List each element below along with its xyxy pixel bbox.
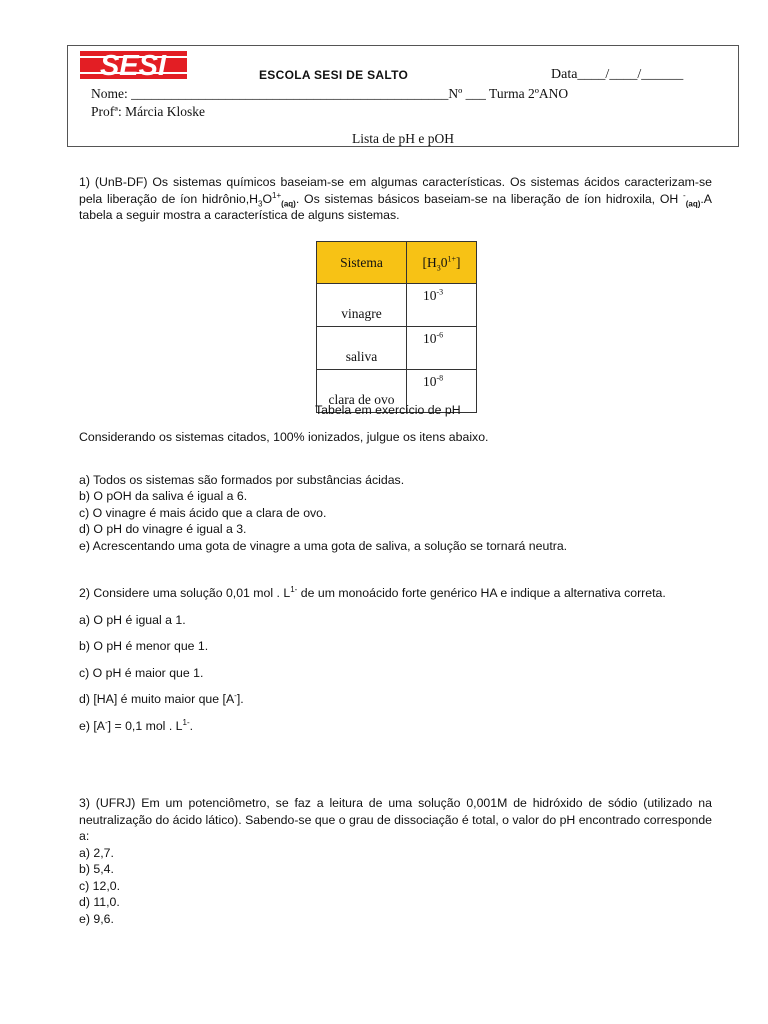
- list-item: a) Todos os sistemas são formados por substâncias ácidas.: [79, 472, 405, 487]
- list-item: c) O vinagre é mais ácido que a clara de ovo.: [79, 505, 327, 520]
- table-row: vinagre $10^{-3}$: [317, 284, 477, 327]
- logo-text: SESI: [99, 51, 167, 79]
- table-row: clara de ovo $10^{-8}$: [317, 370, 477, 413]
- question-3-intro: 3) (UFRJ) Em um potenciômetro, se faz a leitura de uma solução 0,001M de hidróxido de sódio (utilizado na neutralização do ácido lático). Sabendo-se que o grau de dissociação é total, o valor do pH encontrado corresponde a:: [79, 796, 713, 843]
- list-item: b) O pOH da saliva é igual a 6.: [79, 489, 248, 503]
- list-item: d) 11,0.: [79, 895, 120, 909]
- page-title: Lista de pH e pOH: [352, 131, 454, 146]
- sesi-logo: [80, 51, 187, 79]
- table-caption: Tabela em exercício de pH: [315, 403, 461, 417]
- col-sistema: Sistema: [317, 242, 407, 284]
- list-item: e) Acrescentando uma gota de vinagre a uma gota de saliva, a solução se tornará neutra.: [79, 538, 568, 553]
- header-box: [67, 45, 739, 147]
- list-item: e) [A-] = 0,1 mol . $L^{1-}$.: [79, 717, 194, 733]
- name-row: Nome: _______________________________________________Nº ___ Turma 2ºANO: [91, 86, 569, 101]
- question-1-intro: 1) (UnB-DF) Os sistemas químicos baseiam-se em algumas características. Os sistemas ácidos caracterizam-se pela liberação de íon $hidrônio,H_3O^{1+}_{(aq)}$. Os sistemas básicos baseiam-se na liberação de íon hidroxila, OH -$_{(aq)}$.A tabela a seguir mostra a característica de alguns sistemas.: [79, 175, 713, 222]
- table-row: saliva $10^{-6}$: [317, 327, 477, 370]
- question-3: [79, 795, 712, 927]
- list-item: e) 9,6.: [79, 911, 114, 926]
- list-item: b) O pH é menor que 1.: [79, 639, 209, 653]
- question-2: 2) Considere uma solução 0,01 mol . $L^{1-}$ de um monoácido forte genérico HA e indique a alternativa correta. a) O pH é igual a 1. b) O pH é menor que 1. c) O pH é maior que 1. d) [HA] é muito maior que [A-]. e) [A-] = 0,1 mol . $L^{1-}$.: [79, 585, 712, 734]
- list-item: d) O pH do vinagre é igual a 3.: [79, 522, 247, 536]
- consider-text: Considerando os sistemas citados, 100% ionizados, julgue os itens abaixo.: [79, 430, 489, 444]
- ph-table: [316, 241, 477, 413]
- list-item: d) [HA] é muito maior que [A-].: [79, 690, 244, 706]
- teacher-name: Profª: Márcia Kloske: [91, 104, 205, 119]
- col-h3o: $[H_30^{1+}]$: [407, 242, 477, 284]
- list-item: a) O pH é igual a 1.: [79, 612, 186, 627]
- list-item: b) 5,4.: [79, 862, 114, 876]
- question-1-body: [79, 429, 712, 554]
- school-name: ESCOLA SESI DE SALTO: [259, 68, 409, 82]
- list-item: a) 2,7.: [79, 845, 114, 860]
- date-field: Data____/____/______: [551, 67, 684, 82]
- list-item: c) 12,0.: [79, 878, 121, 893]
- list-item: c) O pH é maior que 1.: [79, 665, 204, 680]
